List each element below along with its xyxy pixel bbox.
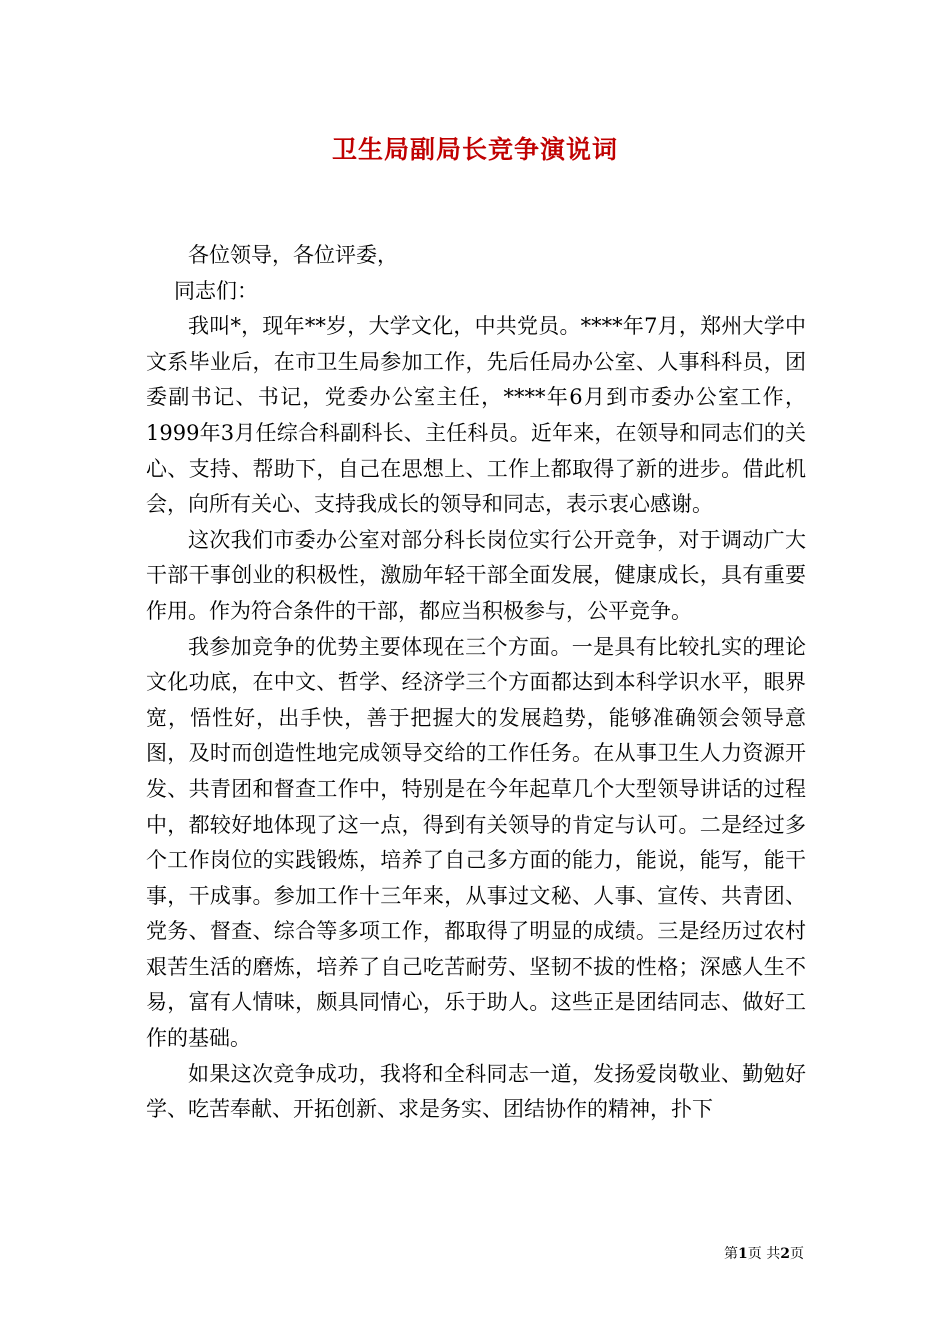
document-title: 卫生局副局长竞争演说词: [331, 135, 618, 164]
document-body: [146, 238, 806, 1128]
footer-current-page: 1: [738, 1246, 748, 1262]
salutation-leaders: 各位领导，各位评委，: [188, 243, 398, 267]
footer-prefix: 第: [724, 1246, 739, 1262]
page-footer: [724, 1243, 804, 1263]
footer-suffix: 页: [790, 1246, 804, 1262]
paragraph-commitment: 如果这次竞争成功，我将和全科同志一道，发扬爱岗敬业、勤勉好学、吃苦奉献、开拓创新、求是务实、团结协作的精神，扑下: [146, 1061, 806, 1122]
footer-total-pages: 2: [780, 1246, 790, 1262]
footer-middle: 页 共: [747, 1246, 781, 1262]
paragraph-advantages: 我参加竞争的优势主要体现在三个方面。一是具有比较扎实的理论文化功底，在中文、哲学、经济学三个方面都达到本科学识水平，眼界宽，悟性好，出手快，善于把握大的发展趋势，能够准确领会领导意图，及时而创造性地完成领导交给的工作任务。在从事卫生人力资源开发、共青团和督查工作中，特别是在今年起草几个大型领导讲话的过程中，都较好地体现了这一点，得到有关领导的肯定与认可。二是经过多个工作岗位的实践锻炼，培养了自己多方面的能力，能说，能写，能干事，干成事。参加工作十三年来，从事过文秘、人事、宣传、共青团、党务、督查、综合等多项工作，都取得了明显的成绩。三是经历过农村艰苦生活的磨炼，培养了自己吃苦耐劳、坚韧不拔的性格；深感人生不易，富有人情味，颇具同情心，乐于助人。这些正是团结同志、做好工作的基础。: [146, 634, 806, 1051]
paragraph-introduction: 我叫*，现年**岁，大学文化，中共党员。****年7月，郑州大学中文系毕业后，在市卫生局参加工作，先后任局办公室、人事科科员，团委副书记、书记，党委办公室主任，****年6月到市委办公室工作，1999年3月任综合科副科长、主任科员。近年来，在领导和同志们的关心、支持、帮助下，自己在思想上、工作上都取得了新的进步。借此机会，向所有关心、支持我成长的领导和同志，表示衷心感谢。: [146, 314, 806, 517]
salutation-comrades: 同志们：: [174, 278, 258, 303]
paragraph-competition-purpose: 这次我们市委办公室对部分科长岗位实行公开竞争，对于调动广大干部干事创业的积极性，激励年轻干部全面发展，健康成长，具有重要作用。作为符合条件的干部，都应当积极参与，公平竞争。: [146, 527, 806, 623]
